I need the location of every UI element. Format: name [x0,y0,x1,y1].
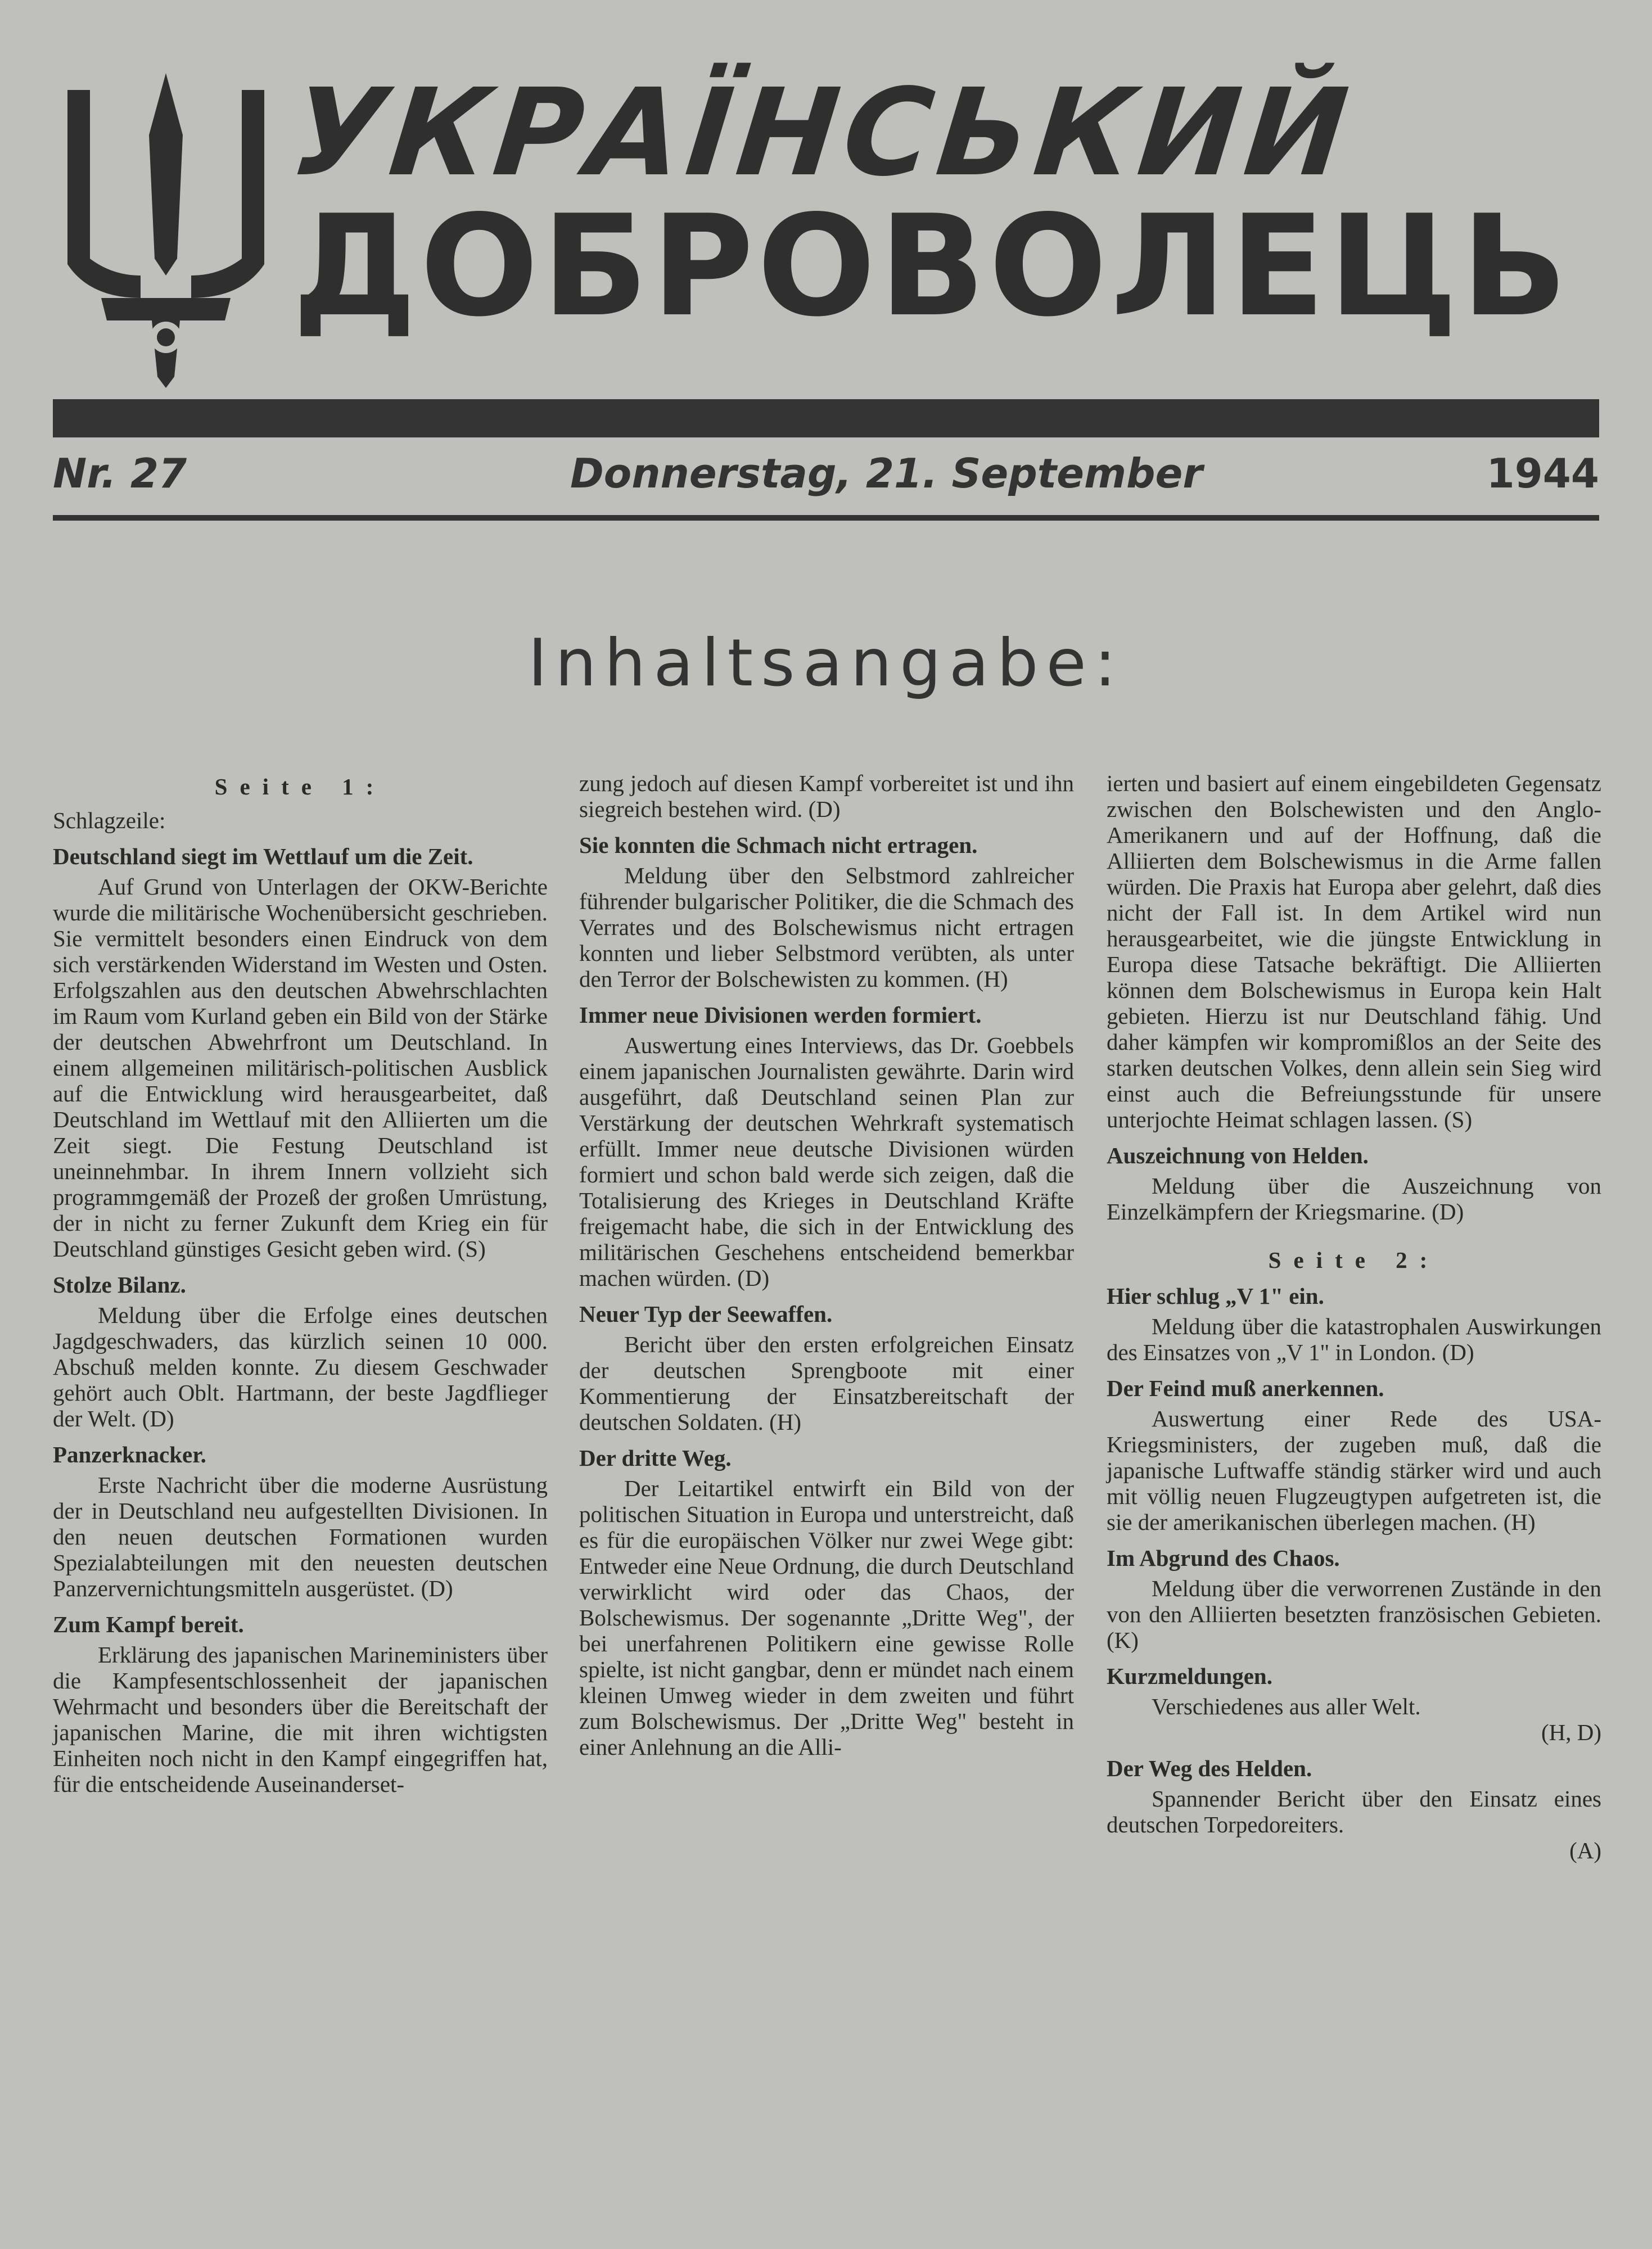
column-2 [579,770,1074,1760]
article-title: Der Feind muß anerkennen. [1107,1375,1384,1401]
section-label: Seite 1: [214,774,386,800]
page-heading: Inhaltsangabe: [528,625,1124,701]
author-tag: (A) [1569,1837,1601,1863]
masthead-rule [53,399,1599,437]
article-title: Sie konnten die Schmach nicht ertragen. [579,832,978,858]
article-text: Spannender Bericht über den Einsatz eines deutschen Torpedoreiters. [1107,1786,1601,1837]
issue-year: 1944 [1486,450,1599,497]
article-text: Meldung über den Selbstmord zahlreicher führender bulgarischer Politiker, die die Schmach des Verrates und des Bolschewismus nicht ertragen konnten und lieber Selbstmord verübten, als unter den Terror der Bolschewisten zu kommen. (H) [579,862,1074,992]
article-title: Neuer Typ der Seewaffen. [579,1301,833,1327]
article-title: Der dritte Weg. [579,1445,732,1471]
article-text: zung jedoch auf diesen Kampf vorbereitet ist und ihn siegreich bestehen wird. (D) [579,770,1074,822]
trident-icon [56,73,276,388]
author-tag: (H, D) [1541,1719,1601,1745]
article-title: Im Abgrund des Chaos. [1107,1545,1340,1571]
article-title: Stolze Bilanz. [53,1272,186,1298]
masthead [0,0,1652,427]
article-text: Erste Nachricht über die moderne Ausrüstung der in Deutschland neu aufgestellten Divisionen. In den neuen deutschen Formationen wurden Spezialabteilungen mit den neuesten deutschen Panzervernichtungsmitteln ausgerüstet. (D) [53,1472,548,1601]
section-label: Seite 2: [1268,1247,1440,1273]
article-text: Meldung über die Erfolge eines deutschen Jagdgeschwaders, das kürzlich seinen 10 000. Abschuß melden konnte. Zu diesem Geschwader gehört auch Oblt. Hartmann, der beste Jagdflieger der Welt. (D) [53,1302,548,1431]
article-text: Verschiedenes aus aller Welt. [1152,1693,1421,1719]
schlagzeile-label: Schlagzeile: [53,807,166,833]
dateline-rule [53,515,1599,521]
issue-number: Nr. 27 [53,450,187,497]
article-text: Auswertung eines Interviews, das Dr. Goebbels einem japanischen Journalisten gewährte. Darin wird ausgeführt, daß Deutschland seinen Plan zur Verstärkung der deutschen Wehrkraft systematisch erfüllt. Immer neue deutsche Divisionen würden formiert und schon bald werde sich zeigen, daß die Totalisierung des Krieges in Deutschland Kräfte freigemacht habe, die sich in der Entwicklung des militärischen Geschehens entscheidend bemerkbar machen würden. (D) [579,1032,1074,1291]
article-title: Panzerknacker. [53,1442,206,1467]
article-text: Meldung über die verworrenen Zustände in den von den Alliierten besetzten französischen Gebieten. (K) [1107,1575,1601,1653]
article-text: Erklärung des japanischen Marineministers über die Kampfesentschlossenheit der japanischen Wehrmacht und besonders über die Bereitschaft der japanischen Marine, die mit ihren wichtigsten Einheiten noch nicht in den Kampf eingegriffen hat, für die entscheidende Auseinanderset- [53,1642,548,1797]
column-1 [53,770,548,1797]
article-title: Deutschland siegt im Wettlauf um die Zeit. [53,843,473,869]
column-3 [1107,770,1601,1863]
article-title: Hier schlug „V 1" ein. [1107,1283,1324,1309]
article-title: Kurzmeldungen. [1107,1663,1272,1689]
issue-date: Donnerstag, 21. September [570,450,1203,497]
masthead-title-line1: УКРАЇНСЬКИЙ [285,63,1360,203]
article-text: Der Leitartikel entwirft ein Bild von der politischen Situation in Europa und unterstreicht, daß es für die europäischen Völker nur zwei Wege gibt: Entweder eine Neue Ordnung, die durch Deutschland verwirklicht wird oder das Chaos, der Bolschewismus. Der sogenannte „Dritte Weg", der bei unerfahrenen Politikern eine gewisse Rolle spielte, ist nicht gangbar, denn er mündet nach einem kleinen Umweg wieder in dem zweiten und führt zum Bolschewismus. Der „Dritte Weg" besteht in einer Anlehnung an die Alli- [579,1475,1074,1760]
article-text: Meldung über die katastrophalen Auswirkungen des Einsatzes von „V 1" in London. (D) [1107,1313,1601,1365]
dateline [53,444,1599,512]
article-text: Auf Grund von Unterlagen der OKW-Berichte wurde die militärische Wochenübersicht geschrieben. Sie vermittelt besonders einen Eindruck von dem sich verstärkenden Widerstand im Westen und Osten. Erfolgszahlen aus den deutschen Abwehrschlachten im Raum vom Kurland geben ein Bild von der Stärke der deutschen Abwehrfront um Deutschland. In einem allgemeinen militärisch-politischen Ausblick auf die Entwicklung wird herausgearbeitet, daß Deutschland im Wettlauf mit den Alliierten um die Zeit siegt. Die Festung Deutschland ist uneinnehmbar. In ihrem Innern vollzieht sich programmgemäß der Prozeß der großen Umrüstung, der in nicht zu ferner Zukunft dem Krieg ein für Deutschland günstiges Gesicht geben wird. (S) [53,874,548,1262]
article-text: ierten und basiert auf einem eingebildeten Gegensatz zwischen den Bolschewisten und den Anglo-Amerikanern und auf der Hoffnung, daß die Alliierten dem Bolschewismus in die Arme fallen würden. Die Praxis hat Europa aber gelehrt, daß dies nicht der Fall ist. In dem Artikel wird nun herausgearbeitet, wie die jüngste Entwicklung in Europa diese Tatsache bekräftigt. Die Alliierten können dem Bolschewismus in Europa kein Halt gebieten. Hierzu ist nur Deutschland fähig. Und daher kämpfen wir kompromißlos an der Seite des starken deutschen Volkes, denn allein sein Sieg wird einst auch die Befreiungsstunde für unsere unterjochte Heimat schlagen lassen. (S) [1107,770,1601,1132]
masthead-title-line2: ДОБРОВОЛЕЦЬ [292,186,1571,347]
article-text: Bericht über den ersten erfolgreichen Einsatz der deutschen Sprengboote mit einer Kommentierung der Einsatzbereitschaft der deutschen Soldaten. (H) [579,1331,1074,1435]
article-title: Auszeichnung von Helden. [1107,1142,1369,1168]
article-text: Auswertung einer Rede des USA-Kriegsministers, der zugeben muß, daß die japanische Luftwaffe ständig stärker wird und auch mit völlig neuen Flugzeugtypen aufgetreten ist, die sie der amerikanischen überlegen machen. (H) [1107,1406,1601,1535]
article-text: Meldung über die Auszeichnung von Einzelkämpfern der Kriegsmarine. (D) [1107,1173,1601,1225]
article-title: Immer neue Divisionen werden formiert. [579,1002,982,1028]
article-title: Der Weg des Helden. [1107,1755,1312,1781]
article-title: Zum Kampf bereit. [53,1611,244,1637]
